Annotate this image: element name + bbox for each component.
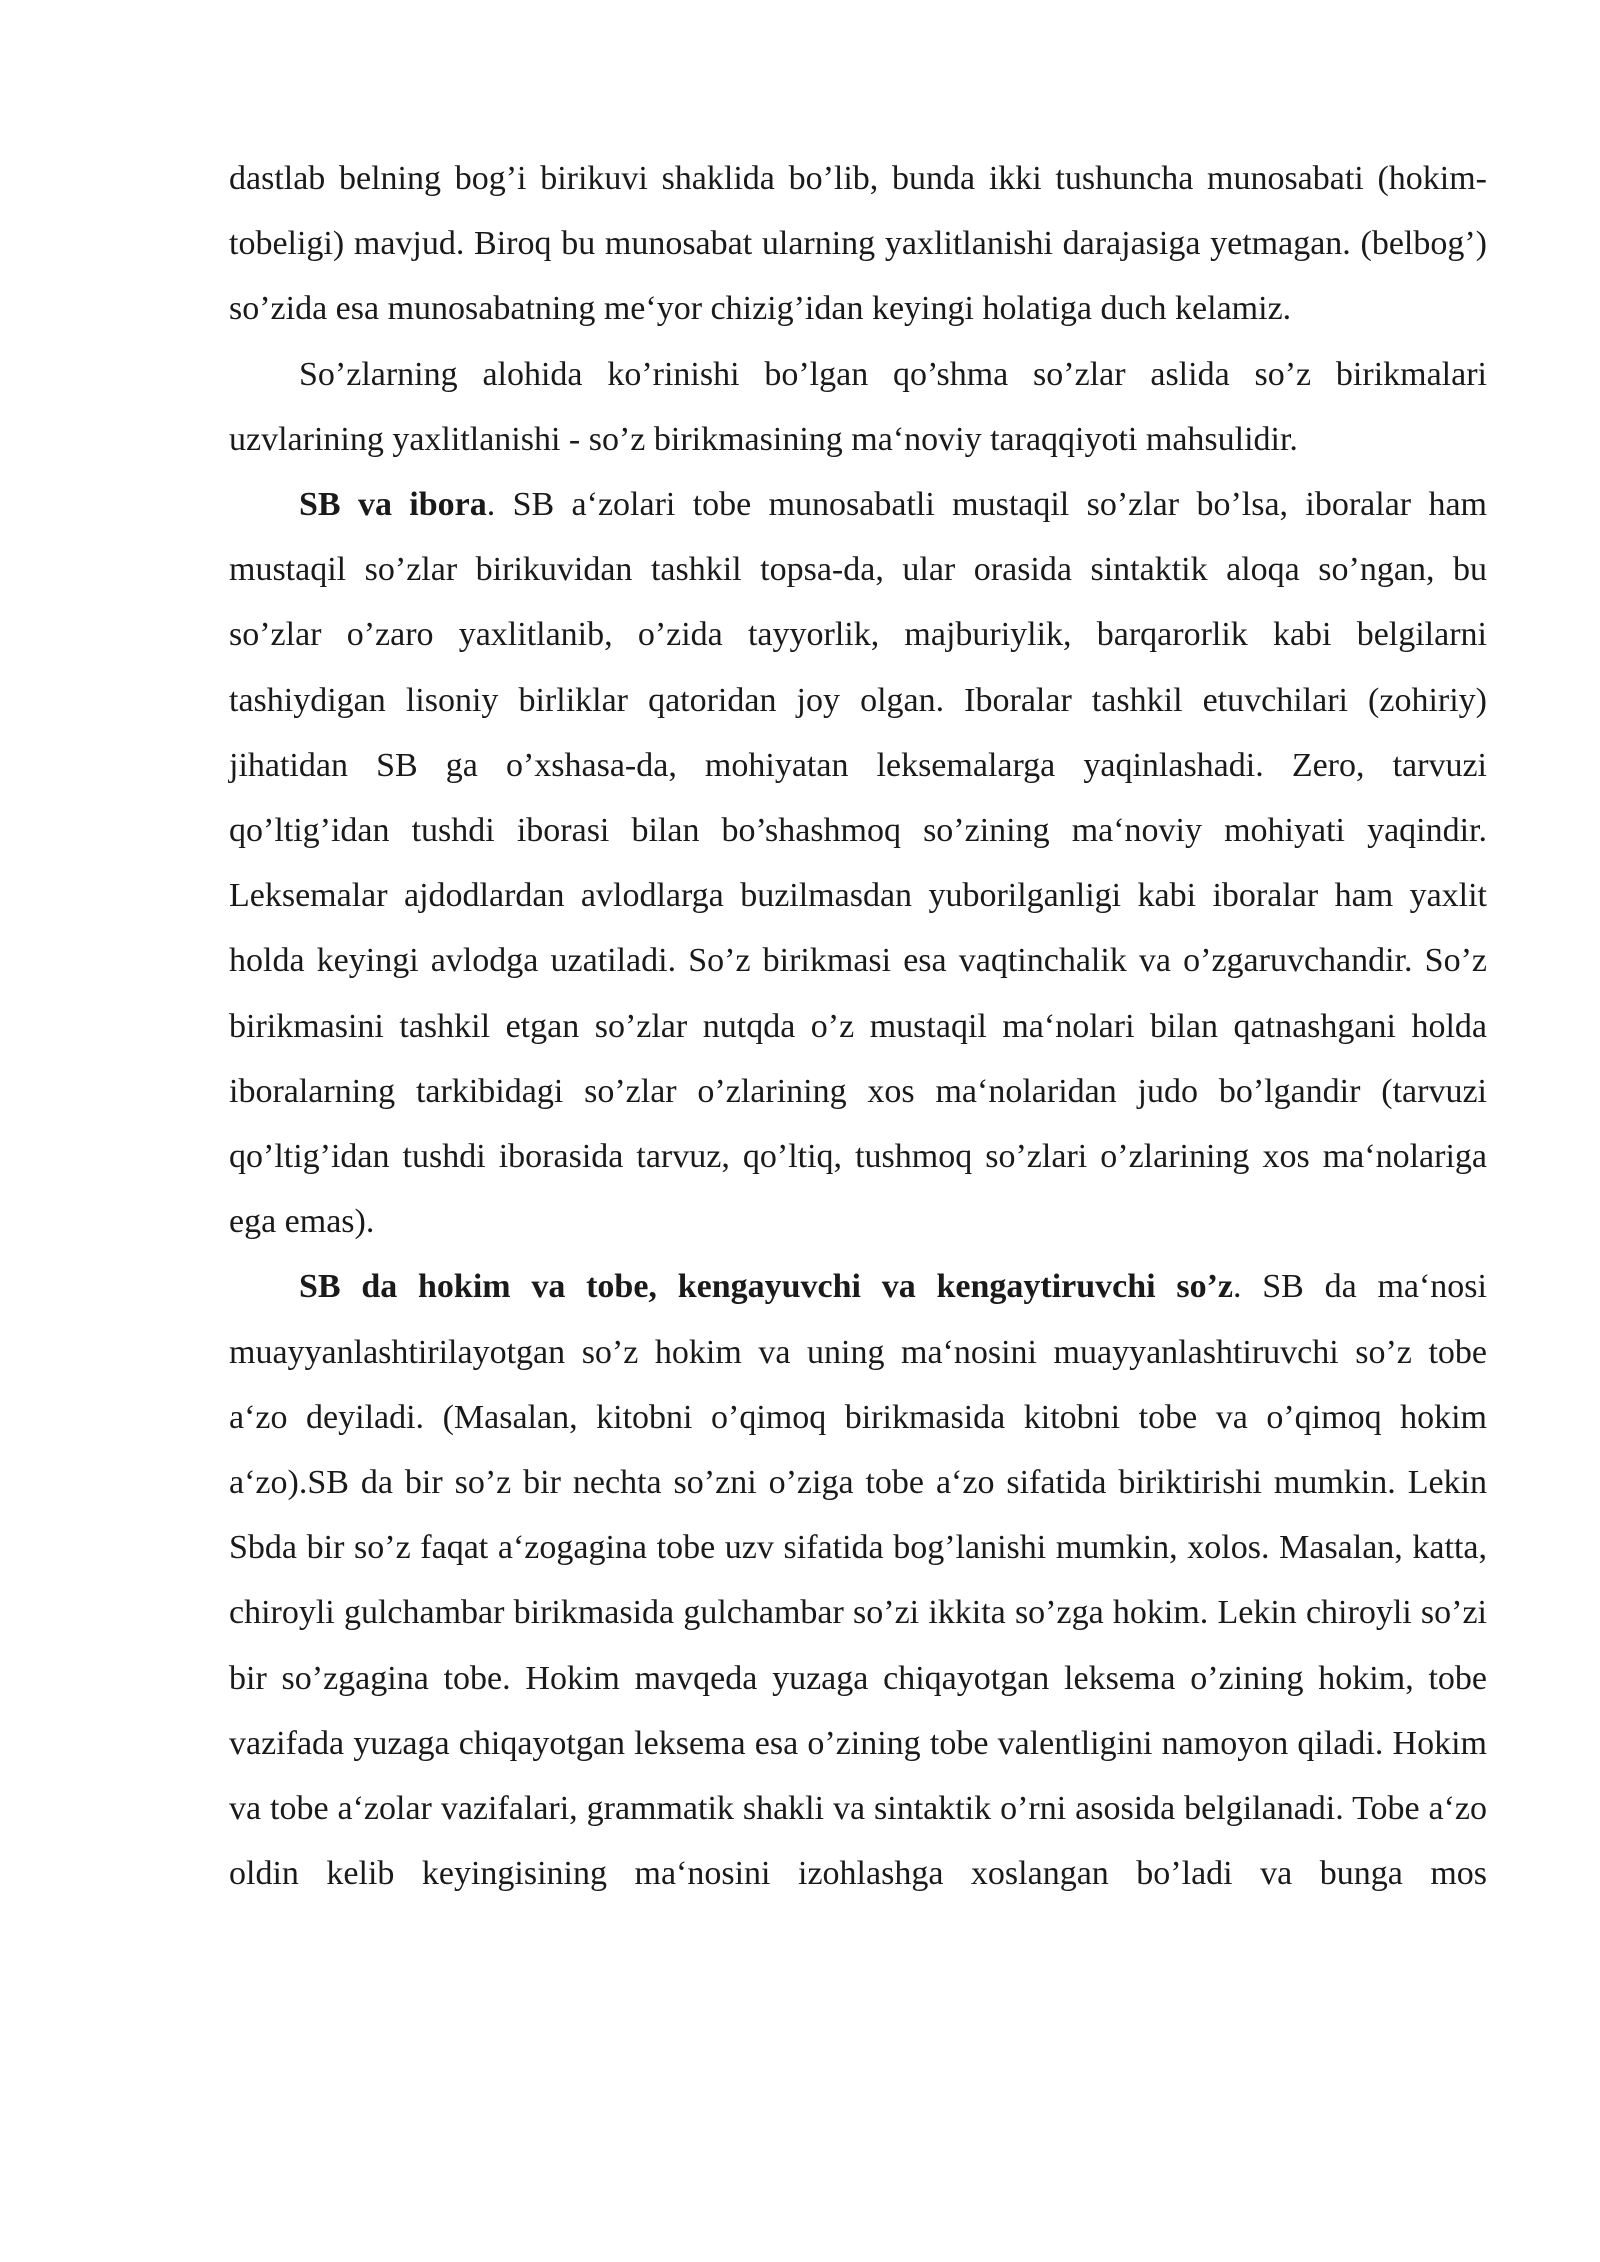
paragraph-2-text: So’zlarning alohida ko’rinishi bo’lgan qo’shma so’zlar aslida so’z birikmalari uzvlarining yaxlitlanishi - so’z birikmasining ma‘noviy taraqqiyoti mahsulidir. [229,355,1487,458]
paragraph-4 [229,1254,1487,1906]
paragraph-3-text: . SB a‘zolari tobe munosabatli mustaqil so’zlar bo’lsa, iboralar ham mustaqil so’zlar birikuvidan tashkil topsa-da, ular orasida sintaktik aloqa so’ngan, bu so’zlar o’zaro yaxlitlanib, o’zida tayyorlik, majburiylik, barqarorlik kabi belgilarni tashiydigan lisoniy birliklar qatoridan joy olgan. Iboralar tashkil etuvchilari (zohiriy) jihatidan SB ga o’xshasa-da, mohiyatan leksemalarga yaqinlashadi. Zero, tarvuzi qo’ltig’idan tushdi iborasi bilan bo’shashmoq so’zining ma‘noviy mohiyati yaqindir. Leksemalar ajdodlardan avlodlarga buzilmasdan yuborilganligi kabi iboralar ham yaxlit holda keyingi avlodga uzatiladi. So’z birikmasi esa vaqtinchalik va o’zgaruvchandir. So’z birikmasini tashkil etgan so’zlar nutqda o’z mustaqil ma‘nolari bilan qatnashgani holda iboralarning tarkibidagi so’zlar o’zlarining xos ma‘nolaridan judo bo’lgandir (tarvuzi qo’ltig’idan tushdi iborasida tarvuz, qo’ltiq, tushmoq so’zlari o’zlarining xos ma‘nolariga ega emas). [229,486,1487,1241]
paragraph-4-heading: SB da hokim va tobe, kengayuvchi va kengaytiruvchi so’z [299,1268,1233,1306]
paragraph-4-text: . SB da ma‘nosi muayyanlashtirilayotgan so’z hokim va uning ma‘nosini muayyanlashtiruvchi so’z tobe a‘zo deyiladi. (Masalan, kitobni o’qimoq birikmasida kitobni tobe va o’qimoq hokim a‘zo).SB da bir so’z bir nechta so’zni o’ziga tobe a‘zo sifatida biriktirishi mumkin. Lekin Sbda bir so’z faqat a‘zogagina tobe uzv sifatida bog’lanishi mumkin, xolos. Masalan, katta, chiroyli gulchambar birikmasida gulchambar so’zi ikkita so’zga hokim. Lekin chiroyli so’zi bir so’zgagina tobe. Hokim mavqeda yuzaga chiqayotgan leksema o’zining hokim, tobe vazifada yuzaga chiqayotgan leksema esa o’zining tobe valentligini namoyon qiladi. Hokim va tobe a‘zolar vazifalari, grammatik shakli va sintaktik o’rni asosida belgilanadi. Tobe a‘zo oldin kelib keyingisining ma‘nosini izohlashga xoslangan bo’ladi va bunga mos [229,1268,1487,1893]
paragraph-1 [229,146,1487,342]
paragraph-3 [229,472,1487,1254]
paragraph-3-heading: SB va ibora [299,486,487,524]
paragraph-2 [229,342,1487,472]
document-body [229,146,1487,1906]
paragraph-1-text: dastlab belning bog’i birikuvi shaklida bo’lib, bunda ikki tushuncha munosabati (hokim-tobeligi) mavjud. Biroq bu munosabat ularning yaxlitlanishi darajasiga yetmagan. (belbog’) so’zida esa munosabatning me‘yor chizig’idan keyingi holatiga duch kelamiz. [229,160,1487,328]
